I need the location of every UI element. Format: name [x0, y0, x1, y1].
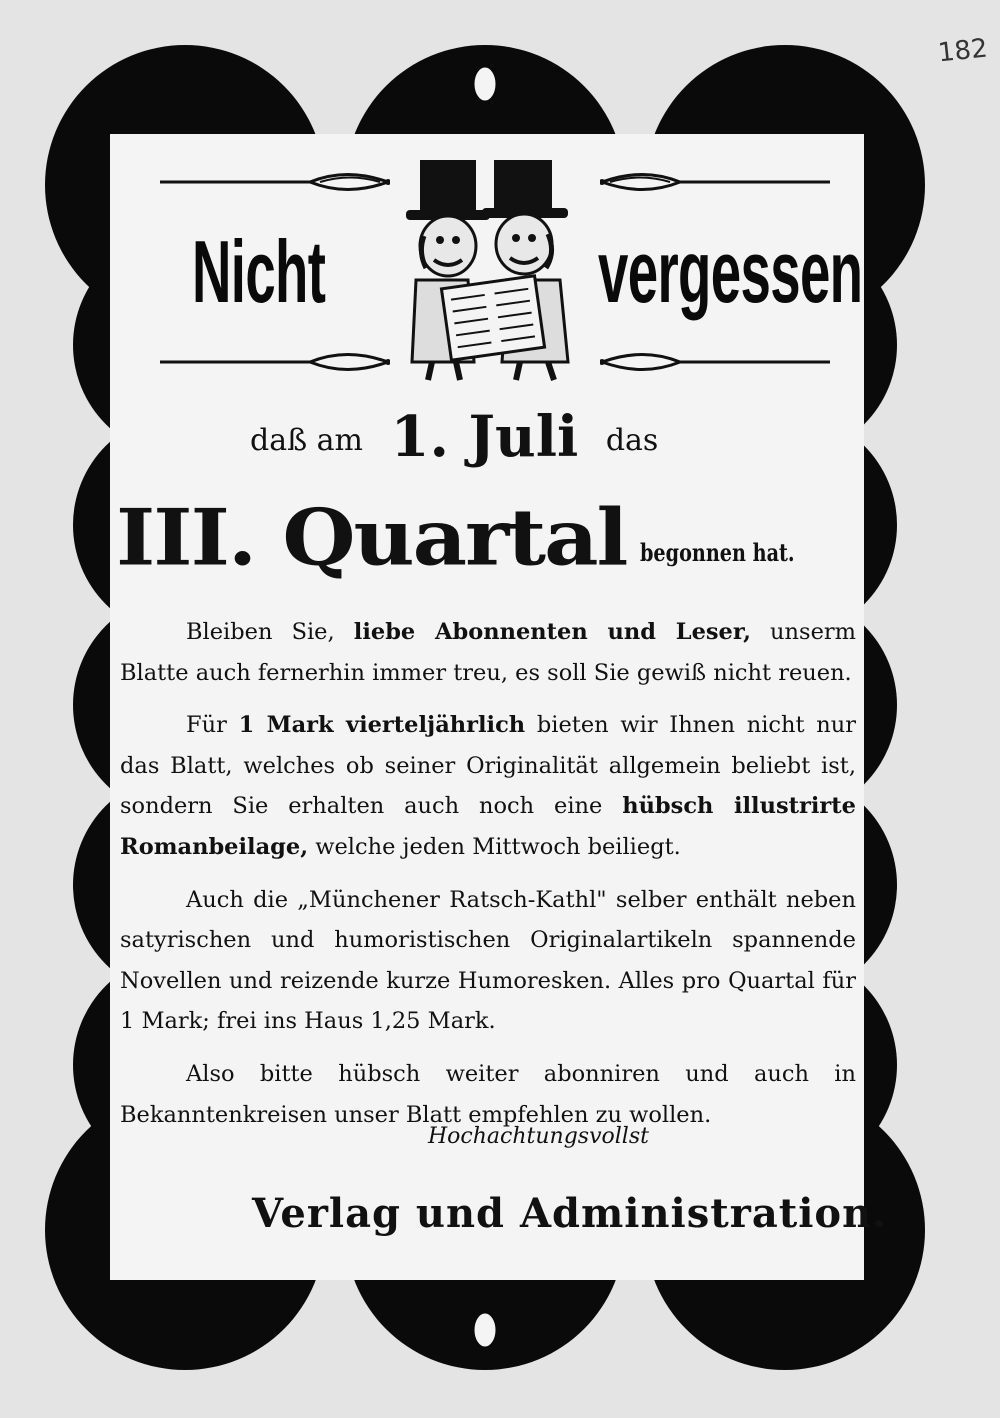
- ornament-top-right: [600, 170, 830, 194]
- paragraph-1: [120, 612, 856, 693]
- paragraph-2-part-3: bieten wir Ihnen nicht nur das Blatt, welches ob seiner Originalität allgemein beliebt ist, sondern Sie erhalten auch noch eine: [120, 712, 856, 820]
- ornament-bottom-right: [600, 350, 830, 374]
- date-value: 1. Juli: [390, 404, 579, 470]
- date-line: [250, 404, 750, 470]
- date-suffix: das: [605, 423, 659, 458]
- greeting: Hochachtungsvollst: [428, 1124, 649, 1149]
- date-prefix: daß am: [250, 423, 363, 458]
- ornament-bottom-left: [160, 350, 390, 374]
- ornament-top-left: [160, 170, 390, 194]
- page-number: 182: [936, 33, 990, 69]
- paragraph-3: [120, 880, 856, 1042]
- body-text: [120, 612, 856, 1147]
- paragraph-1-part-2: liebe Abonnenten und Leser,: [353, 619, 751, 645]
- headline-left: Nicht: [192, 222, 326, 321]
- quartal-suffix: begonnen hat.: [639, 538, 795, 567]
- two-gentlemen-reading-newspaper-icon: [398, 152, 588, 382]
- signature: Verlag und Administration.: [252, 1190, 888, 1237]
- headline-right: vergessen: [598, 222, 863, 321]
- paragraph-2-part-5: welche jeden Mittwoch beiliegt.: [308, 833, 681, 860]
- paragraph-4: [120, 1054, 856, 1135]
- paragraph-1-part-3: unserm Blatte auch fernerhin immer treu, es soll Sie gewiß nicht reuen.: [120, 619, 856, 686]
- paragraph-2-part-1: Für: [186, 712, 239, 739]
- quartal-title: III. Quartal: [116, 491, 627, 584]
- paragraph-2: [120, 705, 856, 867]
- paragraph-3-part-1: Auch die „Münchener Ratsch-Kathl" selber enthält neben satyrischen und humoristischen Originalartikeln spannende Novellen und reizende kurze Humoresken. Alles pro Quartal für 1 Mark; frei ins Haus 1,25 Mark.: [120, 886, 856, 1035]
- paragraph-1-part-1: Bleiben Sie,: [186, 619, 354, 645]
- paragraph-2-part-4: hübsch illustrirte Romanbeilage,: [120, 793, 856, 860]
- quartal-line: [116, 488, 833, 587]
- paragraph-2-part-2: 1 Mark vierteljährlich: [238, 712, 526, 739]
- paragraph-4-part-1: Also bitte hübsch weiter abonniren und auch in Bekanntenkreisen unser Blatt empfehlen zu wollen.: [120, 1060, 856, 1128]
